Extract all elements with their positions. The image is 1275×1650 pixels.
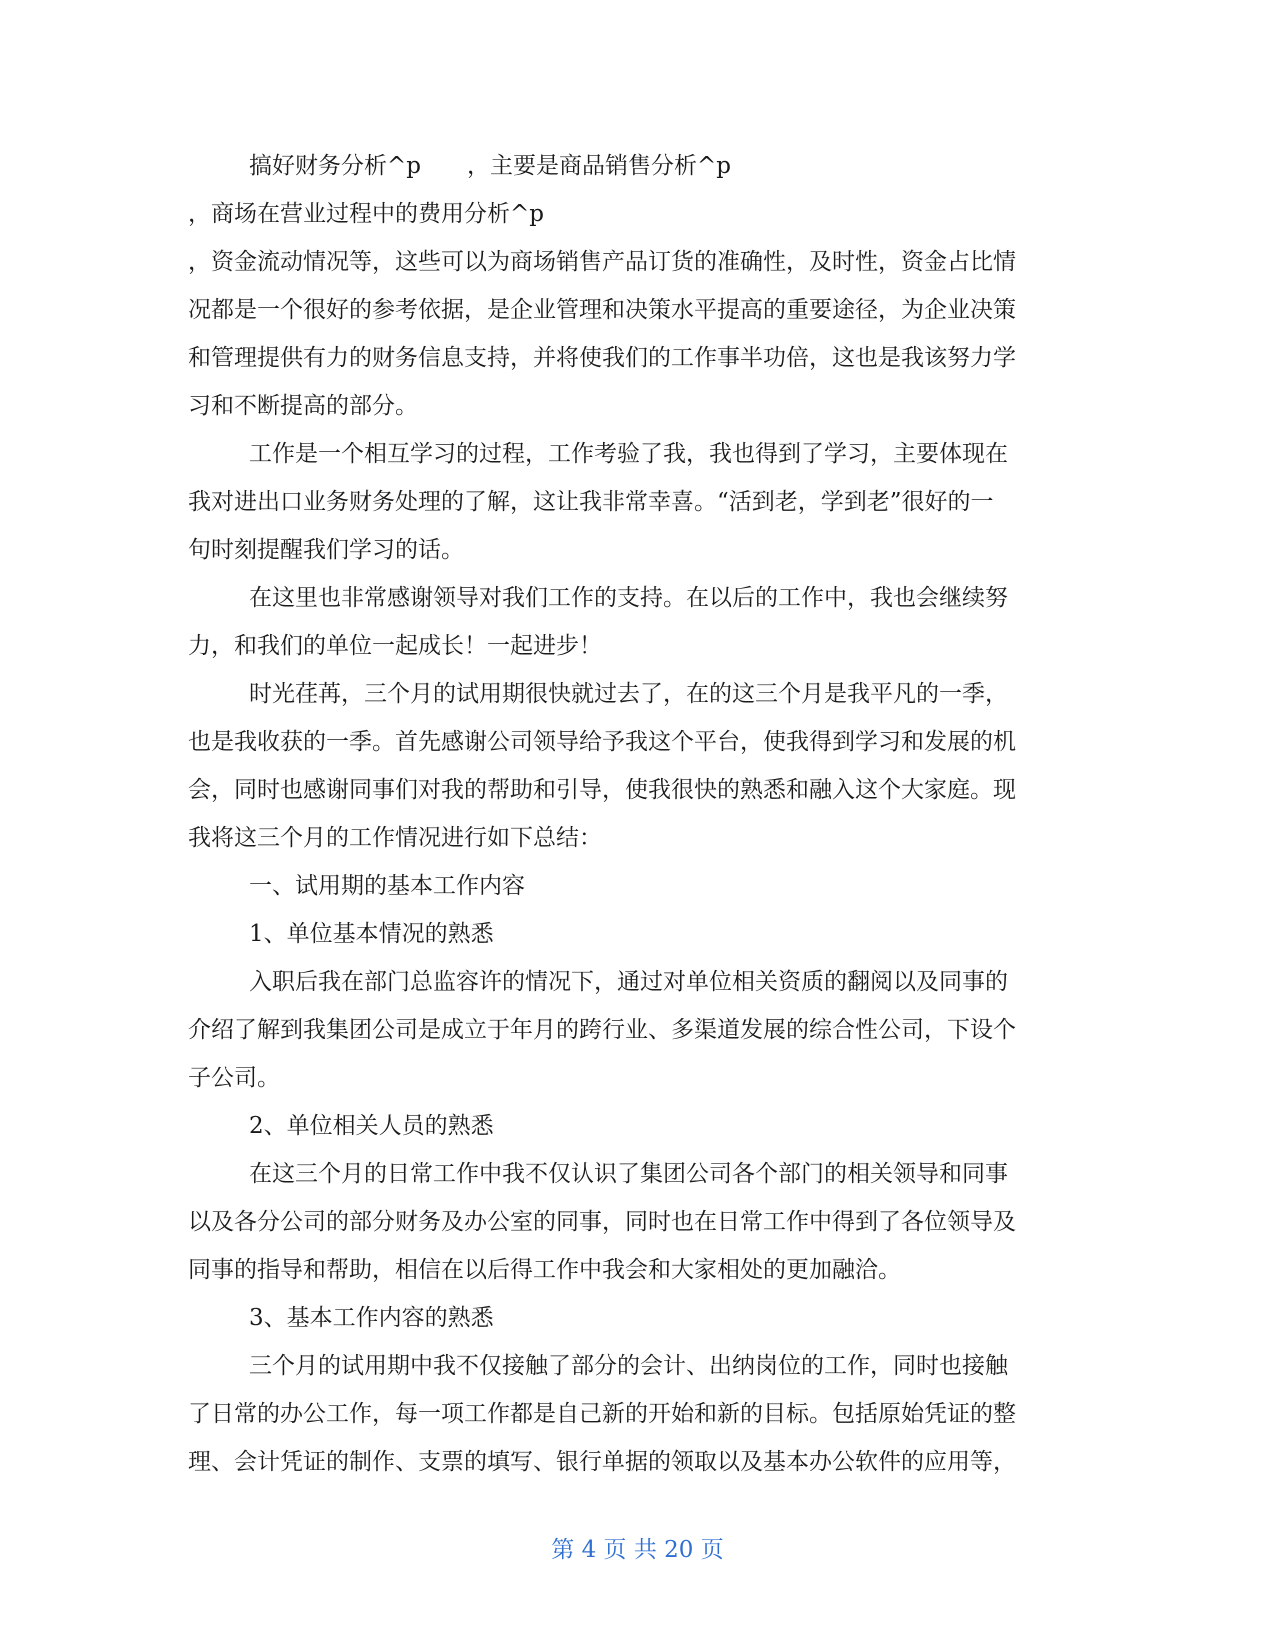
text-line: 三个月的试用期中我不仅接触了部分的会计、出纳岗位的工作，同时也接触 bbox=[249, 1353, 1008, 1379]
text-line: ，资金流动情况等，这些可以为商场销售产品订货的准确性，及时性，资金占比情 bbox=[188, 249, 1016, 275]
text-line: 工作是一个相互学习的过程，工作考验了我，我也得到了学习，主要体现在 bbox=[249, 441, 1008, 467]
text-line: 我对进出口业务财务处理的了解，这让我非常幸喜。“活到老，学到老”很好的一 bbox=[188, 489, 994, 515]
text-line: 子公司。 bbox=[188, 1065, 280, 1091]
document-body bbox=[188, 142, 1088, 1486]
text-line: 理、会计凭证的制作、支票的填写、银行单据的领取以及基本办公软件的应用等， bbox=[188, 1449, 1016, 1475]
text-line: 了日常的办公工作，每一项工作都是自己新的开始和新的目标。包括原始凭证的整 bbox=[188, 1401, 1016, 1427]
text-line: 1、单位基本情况的熟悉 bbox=[249, 921, 494, 947]
text-line: 和管理提供有力的财务信息支持，并将使我们的工作事半功倍，这也是我该努力学 bbox=[188, 345, 1016, 371]
text-line: 以及各分公司的部分财务及办公室的同事，同时也在日常工作中得到了各位领导及 bbox=[188, 1209, 1016, 1235]
text-line: 一、试用期的基本工作内容 bbox=[249, 873, 525, 899]
text-line: 在这三个月的日常工作中我不仅认识了集团公司各个部门的相关领导和同事 bbox=[249, 1161, 1008, 1187]
text-line: 时光荏苒，三个月的试用期很快就过去了，在的这三个月是我平凡的一季， bbox=[249, 681, 1008, 707]
text-line: 也是我收获的一季。首先感谢公司领导给予我这个平台，使我得到学习和发展的机 bbox=[188, 729, 1016, 755]
text-line: 入职后我在部门总监容许的情况下，通过对单位相关资质的翻阅以及同事的 bbox=[249, 969, 1008, 995]
text-line: 习和不断提高的部分。 bbox=[188, 393, 418, 419]
text-line: 搞好财务分析^p ，主要是商品销售分析^p bbox=[249, 153, 731, 179]
page-number-footer: 第 4 页 共 20 页 bbox=[551, 1537, 724, 1563]
text-line: ，商场在营业过程中的费用分析^p bbox=[188, 201, 544, 227]
text-line: 3、基本工作内容的熟悉 bbox=[249, 1305, 494, 1331]
text-line: 况都是一个很好的参考依据，是企业管理和决策水平提高的重要途径，为企业决策 bbox=[188, 297, 1016, 323]
text-line: 我将这三个月的工作情况进行如下总结： bbox=[188, 825, 602, 851]
text-line: 力，和我们的单位一起成长！一起进步！ bbox=[188, 633, 602, 659]
text-line: 会，同时也感谢同事们对我的帮助和引导，使我很快的熟悉和融入这个大家庭。现 bbox=[188, 777, 1016, 803]
text-line: 句时刻提醒我们学习的话。 bbox=[188, 537, 464, 563]
text-line: 同事的指导和帮助，相信在以后得工作中我会和大家相处的更加融洽。 bbox=[188, 1257, 901, 1283]
text-line: 在这里也非常感谢领导对我们工作的支持。在以后的工作中，我也会继续努 bbox=[249, 585, 1008, 611]
text-line: 2、单位相关人员的熟悉 bbox=[249, 1113, 494, 1139]
text-line: 介绍了解到我集团公司是成立于年月的跨行业、多渠道发展的综合性公司，下设个 bbox=[188, 1017, 1016, 1043]
